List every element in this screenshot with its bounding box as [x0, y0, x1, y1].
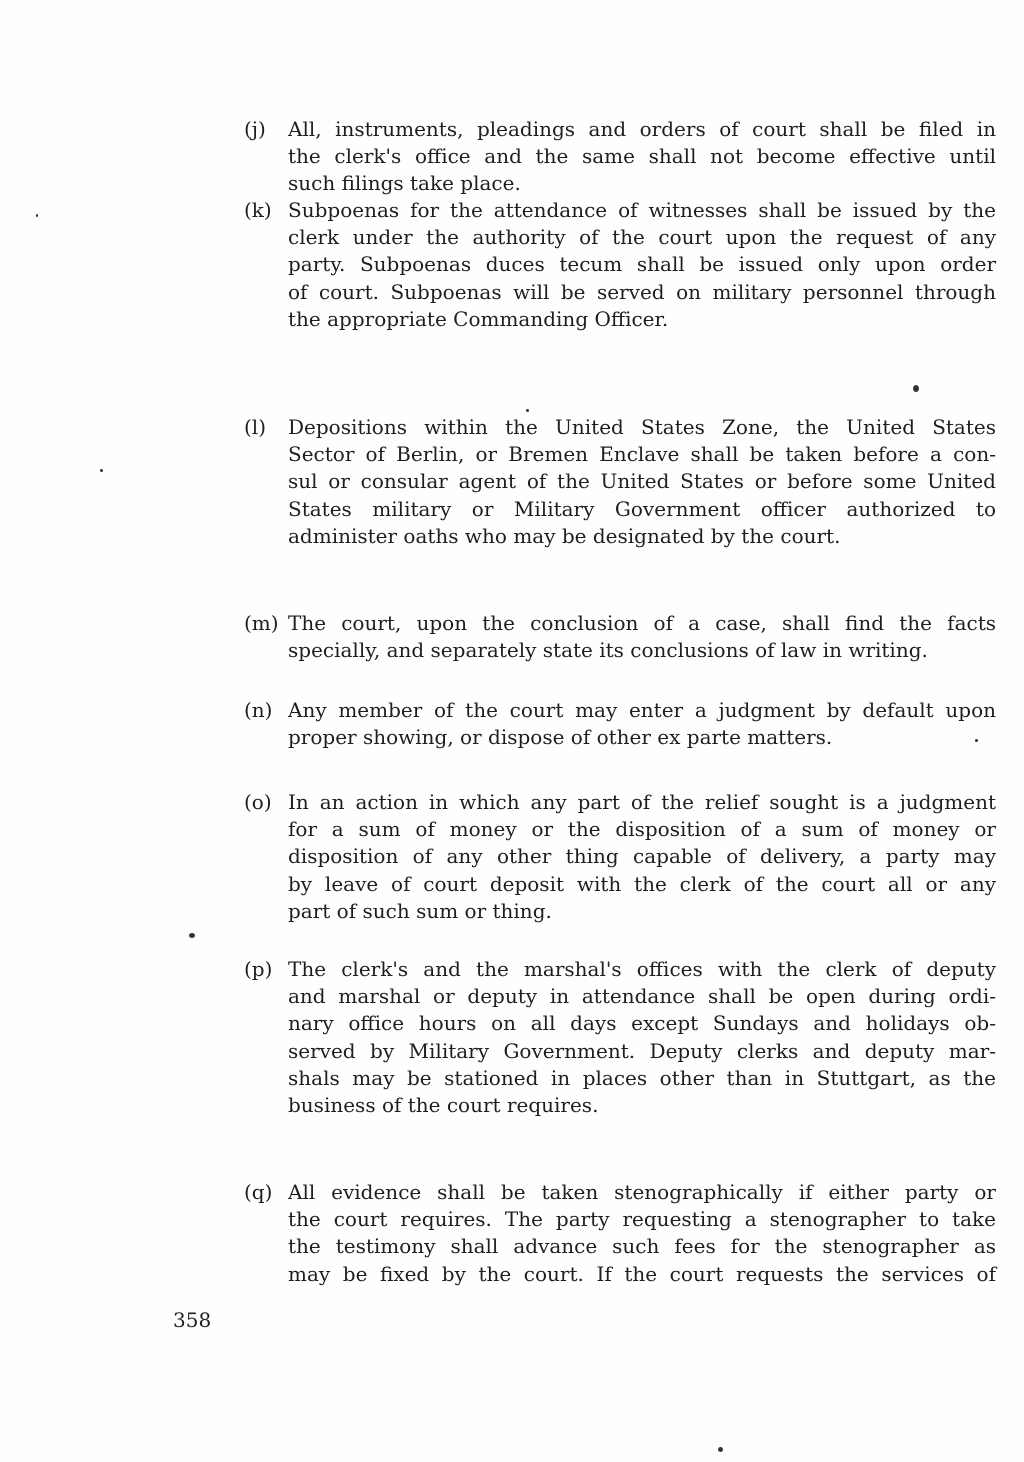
- paragraph-label: (j): [244, 117, 266, 141]
- paragraph-line: part of such sum or thing.: [288, 898, 552, 923]
- paragraph-label: (n): [244, 698, 273, 722]
- paragraph-line: States military or Military Government officer authorized to: [288, 496, 996, 521]
- paragraph-q: [244, 1179, 996, 1288]
- paragraph-label: (o): [244, 790, 272, 814]
- paragraph-line: nary office hours on all days except Sundays and holidays ob-: [288, 1011, 996, 1036]
- paragraph-label: (l): [244, 415, 267, 439]
- paragraph-line: the testimony shall advance such fees for the stenographer as: [288, 1234, 996, 1259]
- paragraph-line: such filings take place.: [288, 171, 521, 196]
- paragraph-line: Sector of Berlin, or Bremen Enclave shall be taken before a con-: [288, 442, 996, 467]
- paragraph-body: [288, 197, 996, 333]
- scan-speck: [189, 933, 195, 938]
- paragraph-line: the clerk's office and the same shall not become effective until: [288, 144, 996, 169]
- paragraph-line: The clerk's and the marshal's offices with the clerk of deputy: [288, 957, 996, 981]
- paragraph-line: In an action in which any part of the relief sought is a judgment: [288, 790, 996, 814]
- paragraph-line: may be fixed by the court. If the court requests the services of: [288, 1261, 996, 1286]
- paragraph-m: [244, 610, 996, 664]
- paragraph-body: [288, 789, 996, 925]
- scan-speck: [100, 469, 103, 472]
- paragraph-line: Any member of the court may enter a judgment by default upon: [288, 698, 996, 722]
- paragraph-line: Depositions within the United States Zone, the United States: [288, 415, 996, 439]
- paragraph-l: [244, 414, 996, 550]
- paragraph-k: [244, 197, 996, 333]
- paragraph-line: of court. Subpoenas will be served on military personnel through: [288, 279, 996, 304]
- paragraph-line: All, instruments, pleadings and orders of court shall be filed in: [288, 117, 996, 141]
- paragraph-body: [288, 116, 996, 198]
- page-number: 358: [173, 1308, 212, 1332]
- scan-speck: [913, 385, 919, 392]
- paragraph-line: sul or consular agent of the United States or before some United: [288, 469, 996, 494]
- paragraph-line: the court requires. The party requesting a stenographer to take: [288, 1207, 996, 1232]
- paragraph-label: (m): [244, 611, 279, 635]
- paragraph-body: [288, 956, 996, 1119]
- paragraph-label: (k): [244, 198, 272, 222]
- paragraph-line: party. Subpoenas duces tecum shall be issued only upon order: [288, 252, 996, 277]
- paragraph-line: the appropriate Commanding Officer.: [288, 306, 669, 331]
- paragraph-j: [244, 116, 996, 198]
- paragraph-line: specially, and separately state its conclusions of law in writing.: [288, 638, 928, 663]
- paragraph-line: Subpoenas for the attendance of witnesses shall be issued by the: [288, 198, 996, 222]
- paragraph-line: shals may be stationed in places other than in Stuttgart, as the: [288, 1065, 996, 1090]
- paragraph-line: clerk under the authority of the court upon the request of any: [288, 225, 996, 250]
- paragraph-line: proper showing, or dispose of other ex parte matters.: [288, 725, 833, 750]
- paragraph-line: and marshal or deputy in attendance shall be open during ordi-: [288, 984, 996, 1009]
- paragraph-line: All evidence shall be taken stenographically if either party or: [288, 1180, 996, 1204]
- scan-speck: [36, 214, 38, 217]
- paragraph-line: for a sum of money or the disposition of a sum of money or: [288, 817, 996, 842]
- paragraph-line: served by Military Government. Deputy clerks and deputy mar-: [288, 1038, 996, 1063]
- paragraph-body: [288, 414, 996, 550]
- paragraph-body: [288, 610, 996, 664]
- scan-speck: [526, 409, 529, 412]
- paragraph-p: [244, 956, 996, 1119]
- paragraph-body: [288, 1179, 996, 1288]
- paragraph-n: [244, 697, 996, 751]
- paragraph-line: business of the court requires.: [288, 1093, 599, 1118]
- paragraph-body: [288, 697, 996, 751]
- paragraph-line: by leave of court deposit with the clerk of the court all or any: [288, 871, 996, 896]
- paragraph-label: (q): [244, 1180, 273, 1204]
- scan-speck: [975, 739, 978, 742]
- paragraph-label: (p): [244, 957, 273, 981]
- scan-speck: [718, 1447, 723, 1452]
- paragraph-line: administer oaths who may be designated by the court.: [288, 523, 841, 548]
- paragraph-line: disposition of any other thing capable of delivery, a party may: [288, 844, 996, 869]
- paragraph-line: The court, upon the conclusion of a case, shall find the facts: [288, 611, 996, 635]
- paragraph-o: [244, 789, 996, 925]
